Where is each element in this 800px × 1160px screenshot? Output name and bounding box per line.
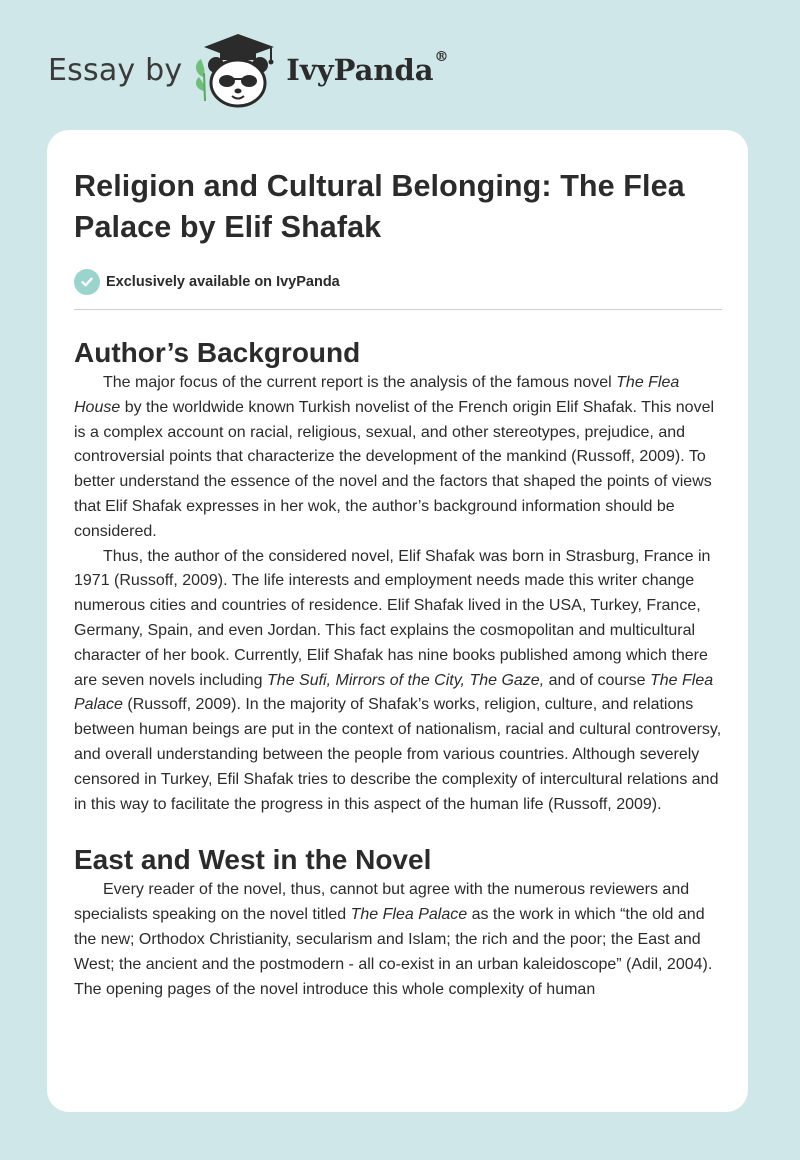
page-title: Religion and Cultural Belonging: The Flea Palace by Elif Shafak [74,169,685,244]
essay-card [47,130,748,1112]
book-title: The Sufi, Mirrors of the City, The Gaze, [267,671,545,689]
paragraph: The major focus of the current report is the analysis of the famous novel The Flea House by the worldwide known Turkish novelist of the French origin Elif Shafak. This novel is a complex account on racial, religious, sexual, and other stereotypes, prejudice, and controversial points that characterize the development of the mankind (Russoff, 2009). To better understand the essence of the novel and the factors that shaped the points of views that Elif Shafak expresses in her wok, the author’s background information should be considered. [74,374,715,540]
book-title: The Flea Palace [74,671,714,714]
exclusive-text: Exclusively available on IvyPanda [106,274,340,290]
paragraph: Thus, the author of the considered novel, Elif Shafak was born in Strasburg, France in 1971 (Russoff, 2009). The life interests and employment needs made this writer change numerous cities and countries of residence. Elif Shafak lived in the USA, Turkey, France, Germany, Spain, and even Jordan. This fact explains the cosmopolitan and multicultural character of her book. Currently, Elif Shafak has nine books published among which there are seven novels including The Sufi, Mirrors of the City, The Gaze, and of course The Flea Palace (Russoff, 2009). In the majority of Shafak’s works, religion, culture, and relations between human beings are put in the context of nationalism, racial and cultural controversy, and overall understanding between the people from various countries. Although severely censored in Turkey, Efil Shafak tries to describe the complexity of intercultural relations and in this way to facilitate the progress in this aspect of the human life (Russoff, 2009). [74,547,722,813]
paragraph: Every reader of the novel, thus, cannot but agree with the numerous reviewers and specialists speaking on the novel titled The Flea Palace as the work in which “the old and the new; Orthodox Christianity, secularism and Islam; the rich and the poor; the East and West; the ancient and the postmodern - all co-exist in an urban kaleidoscope” (Adil, 2004). The opening pages of the novel introduce this whole complexity of human [74,881,713,998]
check-circle-icon [74,269,100,295]
brand-prefix: Essay by [48,52,183,88]
exclusive-badge [74,269,722,295]
site-header [48,30,449,110]
book-title: The Flea House [74,374,680,416]
section-heading-east-and-west: East and West in the Novel [74,844,432,876]
book-title: The Flea Palace [350,906,468,924]
panda-logo-icon[interactable] [192,31,284,109]
divider [74,309,722,310]
brand-name[interactable]: IvyPanda® [286,49,449,87]
section-heading-authors-background: Author’s Background [74,337,361,368]
